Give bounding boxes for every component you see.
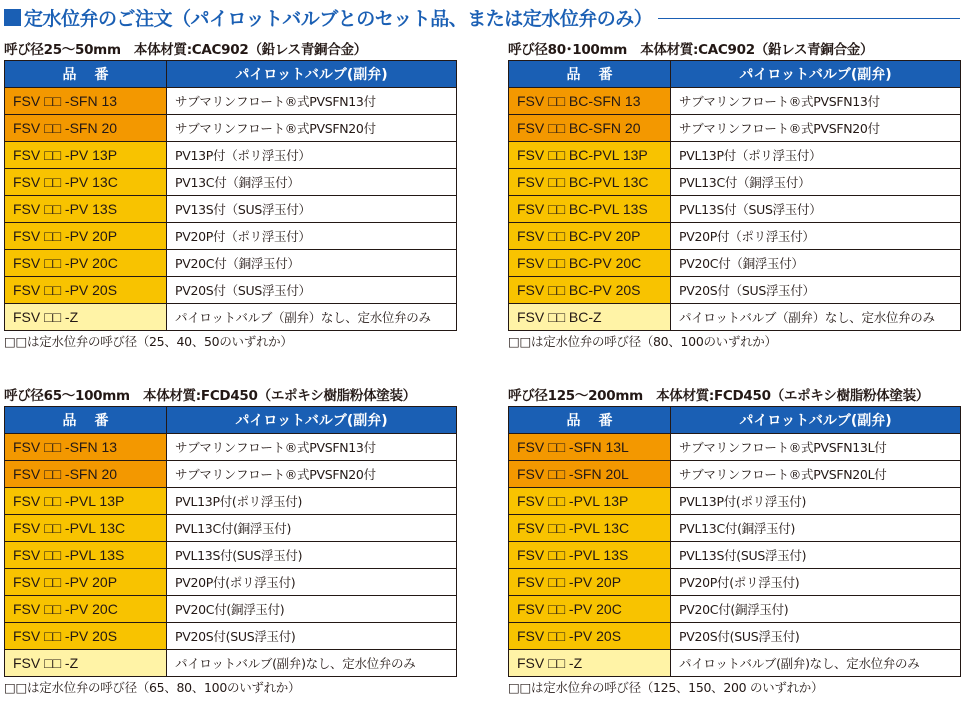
product-code-cell: FSV □□ -PV 13C: [5, 169, 167, 196]
table-row: [5, 250, 457, 277]
section-heading: 呼び径25～50mm 本体材質:CAC902（鉛レス青銅合金）: [4, 42, 367, 58]
section-65-100: [4, 386, 456, 697]
pilot-valve-cell: PVL13P付(ポリ浮玉付): [167, 488, 457, 515]
product-code-cell: FSV □□ BC-PVL 13S: [509, 196, 671, 223]
header-product-code: 品番: [509, 407, 671, 434]
section-heading: 呼び径65～100mm 本体材質:FCD450（エポキシ樹脂粉体塗装）: [4, 388, 416, 404]
product-code-cell: FSV □□ -PV 20C: [509, 596, 671, 623]
table-row: [509, 88, 961, 115]
table-header-row: [5, 61, 457, 88]
product-code-cell: FSV □□ -PVL 13C: [5, 515, 167, 542]
product-code-cell: FSV □□ BC-PVL 13C: [509, 169, 671, 196]
product-code-cell: FSV □□ -PV 20S: [509, 623, 671, 650]
product-table: [508, 60, 961, 331]
header-product-code: 品番: [5, 407, 167, 434]
table-row: [509, 515, 961, 542]
pilot-valve-cell: PVL13C付(銅浮玉付): [671, 515, 961, 542]
table-row: [509, 277, 961, 304]
pilot-valve-cell: PVL13C付（銅浮玉付）: [671, 169, 961, 196]
page-header: [4, 0, 960, 34]
table-row: [509, 434, 961, 461]
table-row: [5, 596, 457, 623]
pilot-valve-cell: PVL13S付(SUS浮玉付): [167, 542, 457, 569]
pilot-valve-cell: パイロットバルブ（副弁）なし、定水位弁のみ: [671, 304, 961, 331]
pilot-valve-cell: PVL13S付（SUS浮玉付）: [671, 196, 961, 223]
table-row: [5, 196, 457, 223]
pilot-valve-cell: PV20S付(SUS浮玉付): [167, 623, 457, 650]
table-row: [5, 115, 457, 142]
pilot-valve-cell: サブマリンフロート®式PVSFN20L付: [671, 461, 961, 488]
product-code-cell: FSV □□ -SFN 13: [5, 434, 167, 461]
pilot-valve-cell: パイロットバルブ(副弁)なし、定水位弁のみ: [671, 650, 961, 677]
pilot-valve-cell: PV20P付(ポリ浮玉付): [167, 569, 457, 596]
product-code-cell: FSV □□ -SFN 20L: [509, 461, 671, 488]
table-row: [5, 88, 457, 115]
size-note: □□は定水位弁の呼び径（80、100のいずれか）: [508, 334, 777, 349]
product-code-cell: FSV □□ -SFN 20: [5, 461, 167, 488]
table-row: [509, 596, 961, 623]
product-code-cell: FSV □□ BC-PV 20P: [509, 223, 671, 250]
product-code-cell: FSV □□ BC-PVL 13P: [509, 142, 671, 169]
table-header-row: [509, 61, 961, 88]
pilot-valve-cell: PV20C付（銅浮玉付）: [167, 250, 457, 277]
pilot-valve-cell: パイロットバルブ(副弁)なし、定水位弁のみ: [167, 650, 457, 677]
product-code-cell: FSV □□ -PV 13P: [5, 142, 167, 169]
product-code-cell: FSV □□ -PV 20S: [5, 623, 167, 650]
title-square-icon: [4, 9, 21, 26]
pilot-valve-cell: サブマリンフロート®式PVSFN13L付: [671, 434, 961, 461]
table-row: [5, 142, 457, 169]
table-row: [509, 196, 961, 223]
table-row: [509, 169, 961, 196]
product-code-cell: FSV □□ -PV 13S: [5, 196, 167, 223]
product-code-cell: FSV □□ -PV 20C: [5, 250, 167, 277]
table-header-row: [509, 407, 961, 434]
table-row: [509, 623, 961, 650]
product-code-cell: FSV □□ -PV 20P: [509, 569, 671, 596]
product-code-cell: FSV □□ -SFN 13L: [509, 434, 671, 461]
product-code-cell: FSV □□ -PVL 13S: [509, 542, 671, 569]
section-125-200: [508, 386, 960, 697]
product-code-cell: FSV □□ BC-PV 20S: [509, 277, 671, 304]
page-title: 定水位弁のご注文（パイロットバルブとのセット品、または定水位弁のみ）: [24, 7, 653, 30]
table-row: [5, 623, 457, 650]
table-row: [5, 488, 457, 515]
pilot-valve-cell: PV20S付(SUS浮玉付): [671, 623, 961, 650]
product-table: [4, 406, 457, 677]
header-pilot-valve: パイロットバルブ(副弁): [671, 61, 961, 88]
table-row: [5, 434, 457, 461]
header-pilot-valve: パイロットバルブ(副弁): [167, 407, 457, 434]
pilot-valve-cell: PV20S付（SUS浮玉付）: [167, 277, 457, 304]
product-code-cell: FSV □□ -SFN 20: [5, 115, 167, 142]
table-row: [5, 304, 457, 331]
product-code-cell: FSV □□ -PV 20S: [5, 277, 167, 304]
pilot-valve-cell: PVL13P付（ポリ浮玉付）: [671, 142, 961, 169]
pilot-valve-cell: PV20S付（SUS浮玉付）: [671, 277, 961, 304]
product-code-cell: FSV □□ -PVL 13C: [509, 515, 671, 542]
table-row: [5, 515, 457, 542]
section-heading: 呼び径125～200mm 本体材質:FCD450（エポキシ樹脂粉体塗装）: [508, 388, 929, 404]
title-rule: [658, 18, 960, 19]
pilot-valve-cell: サブマリンフロート®式PVSFN13付: [167, 88, 457, 115]
table-row: [5, 650, 457, 677]
product-code-cell: FSV □□ BC-PV 20C: [509, 250, 671, 277]
product-code-cell: FSV □□ BC-Z: [509, 304, 671, 331]
pilot-valve-cell: PVL13C付(銅浮玉付): [167, 515, 457, 542]
product-code-cell: FSV □□ -Z: [509, 650, 671, 677]
product-code-cell: FSV □□ -PV 20P: [5, 569, 167, 596]
pilot-valve-cell: PV20P付（ポリ浮玉付）: [167, 223, 457, 250]
table-row: [509, 569, 961, 596]
header-pilot-valve: パイロットバルブ(副弁): [167, 61, 457, 88]
header-pilot-valve: パイロットバルブ(副弁): [671, 407, 961, 434]
pilot-valve-cell: サブマリンフロート®式PVSFN20付: [167, 115, 457, 142]
table-row: [509, 650, 961, 677]
pilot-valve-cell: PVL13P付(ポリ浮玉付): [671, 488, 961, 515]
pilot-valve-cell: PV13C付（銅浮玉付）: [167, 169, 457, 196]
pilot-valve-cell: PV20C付(銅浮玉付): [167, 596, 457, 623]
table-row: [5, 461, 457, 488]
table-row: [5, 277, 457, 304]
table-row: [509, 115, 961, 142]
product-code-cell: FSV □□ -PV 20C: [5, 596, 167, 623]
table-row: [509, 542, 961, 569]
table-row: [509, 304, 961, 331]
table-header-row: [5, 407, 457, 434]
table-row: [5, 169, 457, 196]
product-code-cell: FSV □□ -Z: [5, 304, 167, 331]
product-code-cell: FSV □□ -SFN 13: [5, 88, 167, 115]
size-note: □□は定水位弁の呼び径（65、80、100のいずれか）: [4, 680, 301, 695]
product-code-cell: FSV □□ -PVL 13P: [509, 488, 671, 515]
table-row: [509, 488, 961, 515]
table-row: [5, 569, 457, 596]
pilot-valve-cell: サブマリンフロート®式PVSFN20付: [167, 461, 457, 488]
product-code-cell: FSV □□ BC-SFN 13: [509, 88, 671, 115]
section-25-50: [4, 40, 456, 351]
pilot-valve-cell: サブマリンフロート®式PVSFN13付: [671, 88, 961, 115]
pilot-valve-cell: PV13P付（ポリ浮玉付）: [167, 142, 457, 169]
product-code-cell: FSV □□ -PVL 13S: [5, 542, 167, 569]
product-code-cell: FSV □□ -PVL 13P: [5, 488, 167, 515]
table-row: [5, 223, 457, 250]
product-table: [508, 406, 961, 677]
section-80-100: [508, 40, 960, 351]
pilot-valve-cell: PV20C付(銅浮玉付): [671, 596, 961, 623]
pilot-valve-cell: サブマリンフロート®式PVSFN13付: [167, 434, 457, 461]
table-row: [509, 250, 961, 277]
product-code-cell: FSV □□ -Z: [5, 650, 167, 677]
pilot-valve-cell: PV20P付（ポリ浮玉付）: [671, 223, 961, 250]
section-heading: 呼び径80･100mm 本体材質:CAC902（鉛レス青銅合金）: [508, 42, 874, 58]
pilot-valve-cell: パイロットバルブ（副弁）なし、定水位弁のみ: [167, 304, 457, 331]
size-note: □□は定水位弁の呼び径（125、150、200 のいずれか）: [508, 680, 824, 695]
product-code-cell: FSV □□ BC-SFN 20: [509, 115, 671, 142]
header-product-code: 品番: [5, 61, 167, 88]
table-row: [509, 461, 961, 488]
table-row: [5, 542, 457, 569]
pilot-valve-cell: PV20P付(ポリ浮玉付): [671, 569, 961, 596]
table-row: [509, 223, 961, 250]
pilot-valve-cell: サブマリンフロート®式PVSFN20付: [671, 115, 961, 142]
product-code-cell: FSV □□ -PV 20P: [5, 223, 167, 250]
pilot-valve-cell: PV20C付（銅浮玉付）: [671, 250, 961, 277]
product-table: [4, 60, 457, 331]
header-product-code: 品番: [509, 61, 671, 88]
table-row: [509, 142, 961, 169]
pilot-valve-cell: PVL13S付(SUS浮玉付): [671, 542, 961, 569]
size-note: □□は定水位弁の呼び径（25、40、50のいずれか）: [4, 334, 293, 349]
pilot-valve-cell: PV13S付（SUS浮玉付）: [167, 196, 457, 223]
